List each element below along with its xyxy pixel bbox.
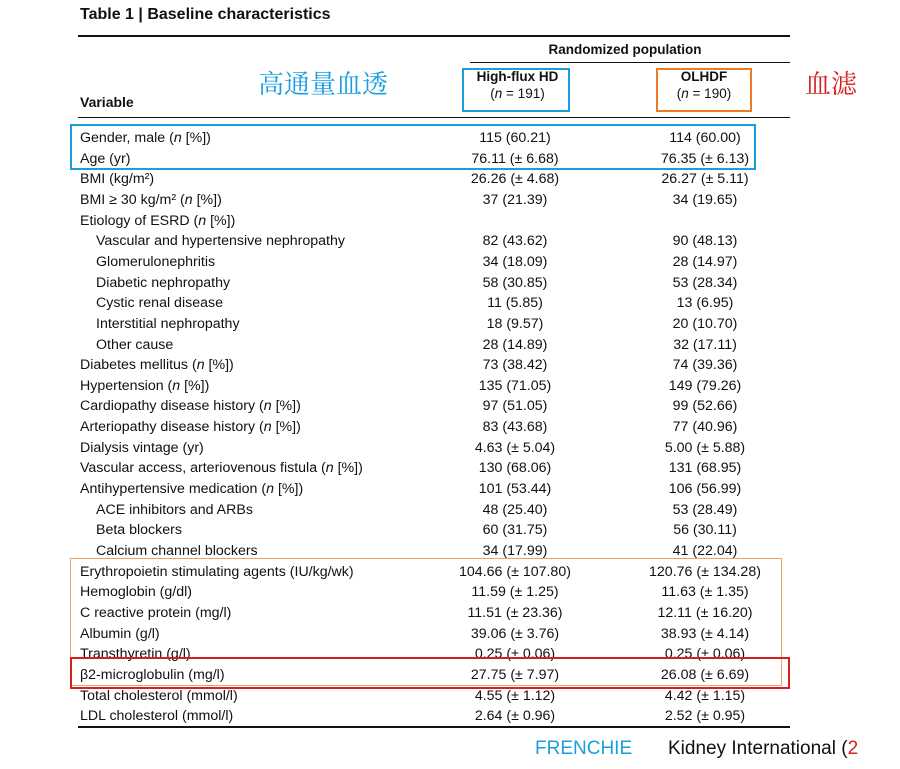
cell-high-flux: 4.63 (± 5.04) [474,440,556,456]
bottom-rule [78,726,790,728]
cell-olhdf: 32 (17.11) [673,337,737,353]
cell-olhdf: 106 (56.99) [668,481,742,497]
cell-high-flux: 97 (51.05) [482,398,548,414]
row-label: Hypertension (n [%]) [80,378,210,394]
row-label: Albumin (g/l) [80,626,160,642]
row-label: Arteriopathy disease history (n [%]) [80,419,301,435]
row-label: Transthyretin (g/l) [80,646,191,662]
cell-olhdf: 13 (6.95) [676,295,734,311]
subheader-rule [470,62,790,63]
row-label: LDL cholesterol (mmol/l) [80,708,234,724]
journal-citation [668,738,858,760]
row-label: Erythropoietin stimulating agents (IU/kg/wk) [80,564,354,580]
cell-olhdf: 99 (52.66) [672,398,738,414]
cell-olhdf: 149 (79.26) [668,378,742,394]
cell-olhdf: 38.93 (± 4.14) [660,626,750,642]
cell-olhdf: 12.11 (± 16.20) [657,605,753,621]
cell-high-flux: 26.26 (± 4.68) [470,171,560,187]
cell-olhdf: 56 (30.11) [673,522,737,538]
cell-high-flux: 11.59 (± 1.25) [471,584,559,600]
source-label: FRENCHIE [535,738,633,759]
cell-high-flux: 83 (43.68) [482,419,548,435]
cell-high-flux: 39.06 (± 3.76) [470,626,560,642]
cell-olhdf: 77 (40.96) [672,419,738,435]
b2m-highlight-box [70,657,790,689]
row-label: Total cholesterol (mmol/l) [80,688,238,704]
cell-high-flux: 73 (38.42) [482,357,548,373]
row-label: BMI (kg/m²) [80,171,155,187]
cell-high-flux: 11 (5.85) [487,295,543,311]
cell-olhdf: 53 (28.34) [672,275,738,291]
gender-age-highlight-box [70,124,756,170]
cell-high-flux: 101 (53.44) [478,481,552,497]
row-label: Beta blockers [96,522,182,538]
cell-olhdf: 28 (14.97) [672,254,738,270]
row-label: Calcium channel blockers [96,543,258,559]
row-label: Cardiopathy disease history (n [%]) [80,398,301,414]
cell-high-flux: 34 (18.09) [482,254,548,270]
cell-high-flux: 130 (68.06) [478,460,552,476]
cell-olhdf [630,211,780,231]
randomized-population-heading: Randomized population [548,42,702,57]
high-flux-annotation: 高通量血透 [258,70,389,100]
cell-olhdf: 114 (60.00) [669,130,741,146]
cell-high-flux: 18 (9.57) [486,316,544,332]
cell-high-flux: 37 (21.39) [482,192,548,208]
cell-olhdf: 120.76 (± 134.28) [649,564,761,580]
row-label: BMI ≥ 30 kg/m² (n [%]) [80,192,222,208]
variable-header: Variable [80,94,134,110]
cell-olhdf: 5.00 (± 5.88) [664,440,746,456]
cell-high-flux: 34 (17.99) [482,543,548,559]
column-header-high-flux-name: High-flux HD [476,69,559,84]
cell-olhdf: 131 (68.95) [668,460,742,476]
journal-citation-text: Kidney International ( [668,738,848,759]
row-label: Etiology of ESRD (n [%]) [80,213,236,229]
row-label: Vascular access, arteriovenous fistula (n [%]) [80,460,363,476]
row-label: Gender, male (n [%]) [80,130,211,146]
table-title: Table 1 | Baseline characteristics [80,6,331,23]
cell-high-flux [440,211,590,231]
row-label: Dialysis vintage (yr) [80,440,204,456]
cell-olhdf: 11.63 (± 1.35) [661,584,749,600]
olhdf-annotation: 血滤 [805,70,858,100]
cell-olhdf: 0.25 (± 0.06) [664,646,746,662]
cell-high-flux: 135 (71.05) [478,378,552,394]
row-label: Cystic renal disease [96,295,223,311]
cell-high-flux: 28 (14.89) [482,337,548,353]
cell-high-flux: 48 (25.40) [482,502,548,518]
cell-olhdf: 76.35 (± 6.13) [660,151,750,167]
cell-olhdf: 90 (48.13) [672,233,738,249]
cell-high-flux: 115 (60.21) [479,130,551,146]
cell-olhdf: 53 (28.49) [672,502,738,518]
row-label: Diabetic nephropathy [96,275,231,291]
row-label: Vascular and hypertensive nephropathy [96,233,345,249]
cell-high-flux: 4.55 (± 1.12) [474,688,556,704]
row-label: Antihypertensive medication (n [%]) [80,481,304,497]
column-header-olhdf-n: (n = 190) [676,86,732,101]
row-label: Hemoglobin (g/dl) [80,584,192,600]
cell-olhdf: 41 (22.04) [672,543,738,559]
cell-olhdf: 74 (39.36) [672,357,738,373]
row-label: Diabetes mellitus (n [%]) [80,357,234,373]
row-label: β2-microglobulin (mg/l) [80,667,225,683]
journal-citation-year: 2 [847,738,859,759]
cell-olhdf: 20 (10.70) [672,316,738,332]
cell-olhdf: 26.08 (± 6.69) [660,667,750,683]
column-header-olhdf-name: OLHDF [680,69,728,84]
cell-olhdf: 2.52 (± 0.95) [664,708,746,724]
header-bottom-rule [78,117,790,118]
cell-olhdf: 26.27 (± 5.11) [661,171,749,187]
row-label: Interstitial nephropathy [96,316,240,332]
high-flux-header-box [462,68,570,112]
olhdf-header-box [656,68,752,112]
cell-olhdf: 34 (19.65) [672,192,738,208]
row-label: ACE inhibitors and ARBs [96,502,253,518]
cell-high-flux: 58 (30.85) [482,275,548,291]
cell-high-flux: 11.51 (± 23.36) [467,605,563,621]
cell-high-flux: 76.11 (± 6.68) [471,151,559,167]
top-rule [78,35,790,37]
row-label: Other cause [96,337,174,353]
cell-high-flux: 60 (31.75) [482,522,548,538]
cell-high-flux: 2.64 (± 0.96) [474,708,556,724]
row-label: Glomerulonephritis [96,254,216,270]
cell-olhdf: 4.42 (± 1.15) [664,688,746,704]
row-label: C reactive protein (mg/l) [80,605,232,621]
cell-high-flux: 0.25 (± 0.06) [474,646,556,662]
column-header-high-flux-n: (n = 191) [490,86,545,101]
row-label: Age (yr) [80,151,131,167]
cell-high-flux: 82 (43.62) [482,233,548,249]
cell-high-flux: 27.75 (± 7.97) [470,667,560,683]
cell-high-flux: 104.66 (± 107.80) [459,564,571,580]
